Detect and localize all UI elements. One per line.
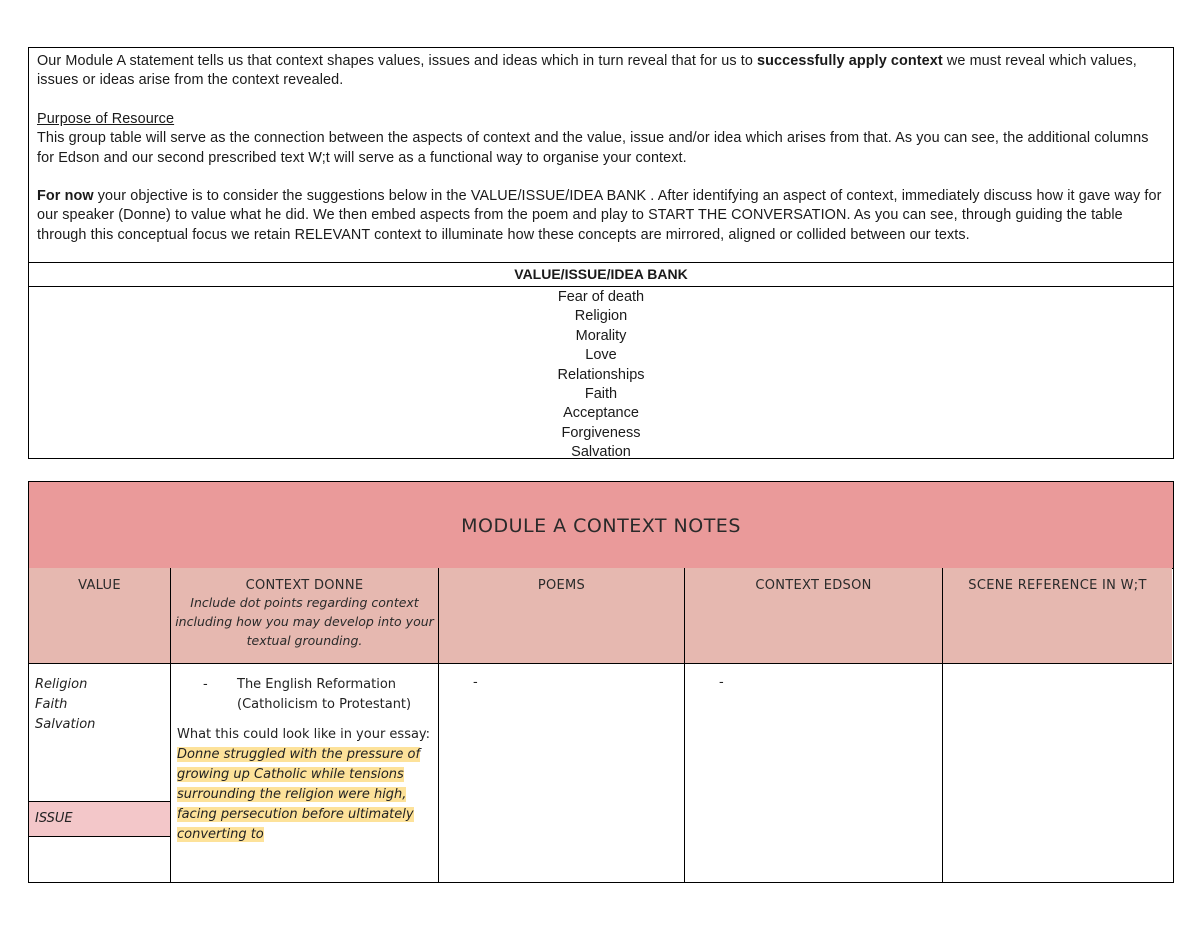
bullet-item — [171, 665, 438, 715]
intro-paragraph-1 — [37, 52, 1165, 91]
header-context-edson-label: CONTEXT EDSON — [755, 578, 872, 593]
bank-item: Forgiveness — [561, 424, 641, 441]
context-notes-table — [28, 481, 1174, 883]
bank-item: Relationships — [557, 366, 645, 383]
value-item: Faith — [35, 697, 68, 712]
bank-item: Love — [585, 347, 617, 364]
cell-poems[interactable] — [439, 665, 684, 882]
essay-example — [171, 745, 438, 845]
column-value — [29, 568, 171, 882]
intro-box — [28, 47, 1174, 459]
issue-label: ISSUE — [29, 801, 170, 837]
value-item: Religion — [35, 677, 88, 692]
essay-label: What this could look like in your essay: — [177, 727, 431, 742]
bank-item: Acceptance — [563, 405, 639, 422]
bank-item: Salvation — [571, 444, 631, 461]
intro-text — [29, 48, 1173, 245]
header-context-donne-label: CONTEXT DONNE — [245, 578, 364, 593]
header-value-label: VALUE — [78, 578, 121, 593]
header-scene-reference — [943, 568, 1172, 664]
header-context-donne-subtitle: Include dot points regarding context including how you may develop into your textual grounding. — [175, 595, 434, 648]
column-context-donne — [171, 568, 439, 882]
header-poems — [439, 568, 684, 664]
cell-scene-reference[interactable] — [943, 665, 1172, 882]
intro-p1-text: Our Module A statement tells us that context shapes values, issues and ideas which in turn reveal that for us to — [37, 53, 758, 69]
header-poems-label: POEMS — [537, 578, 586, 593]
bank-item: Religion — [574, 308, 628, 325]
purpose-heading: Purpose of Resource — [37, 110, 175, 127]
cell-context-donne[interactable] — [171, 665, 438, 882]
intro-p1-bold: successfully apply context — [757, 53, 943, 69]
column-poems — [439, 568, 685, 882]
bank-list — [29, 288, 1173, 463]
bank-item: Faith — [584, 386, 618, 403]
intro-p1-text-end: we must reveal which values, issues or ideas arise from the context revealed. — [37, 53, 1137, 89]
header-scene-reference-label: SCENE REFERENCE IN W;T — [968, 578, 1147, 593]
intro-p3-text: your objective is to consider the suggestions below in the VALUE/ISSUE/IDEA BANK . After identifying an aspect of context, immediately discuss how it gave way for our speaker (Donne) to value what he did. We then embed aspects from the poem and play to START THE CONVERSATION. As you can see, through guiding the table through this conceptual focus we retain RELEVANT context to illuminate how these concepts are mirrored, aligned or collided between our texts. — [37, 188, 1162, 243]
essay-example-text: Donne struggled with the pressure of growing up Catholic while tensions surrounding the religion were high, facing persecution before ultimately converting to — [177, 747, 421, 842]
value-item: Salvation — [35, 717, 96, 732]
poems-dash: - — [473, 675, 478, 690]
purpose-text: This group table will serve as the connection between the aspects of context and the value, issue and/or idea which arises from that. As you can see, the additional columns for Edson and our second prescribed text W;t will serve as a functional way to organise your context. — [37, 130, 1149, 166]
bullet-text: The English Reformation (Catholicism to Protestant) — [237, 677, 412, 712]
header-context-edson — [685, 568, 942, 664]
cell-value[interactable] — [29, 665, 170, 882]
table-title: MODULE A CONTEXT NOTES — [29, 482, 1173, 569]
value-list — [29, 665, 170, 745]
cell-context-edson[interactable] — [685, 665, 942, 882]
bank-header: VALUE/ISSUE/IDEA BANK — [29, 262, 1173, 287]
edson-dash: - — [719, 675, 724, 690]
bank-item: Morality — [575, 327, 627, 344]
header-value — [29, 568, 170, 664]
bullet-dash: - — [203, 677, 208, 692]
column-scene-reference — [943, 568, 1172, 882]
column-context-edson — [685, 568, 943, 882]
intro-paragraph-3 — [37, 187, 1165, 245]
header-context-donne — [171, 568, 438, 664]
bank-item: Fear of death — [557, 289, 645, 305]
intro-p3-bold: For now — [37, 188, 94, 205]
